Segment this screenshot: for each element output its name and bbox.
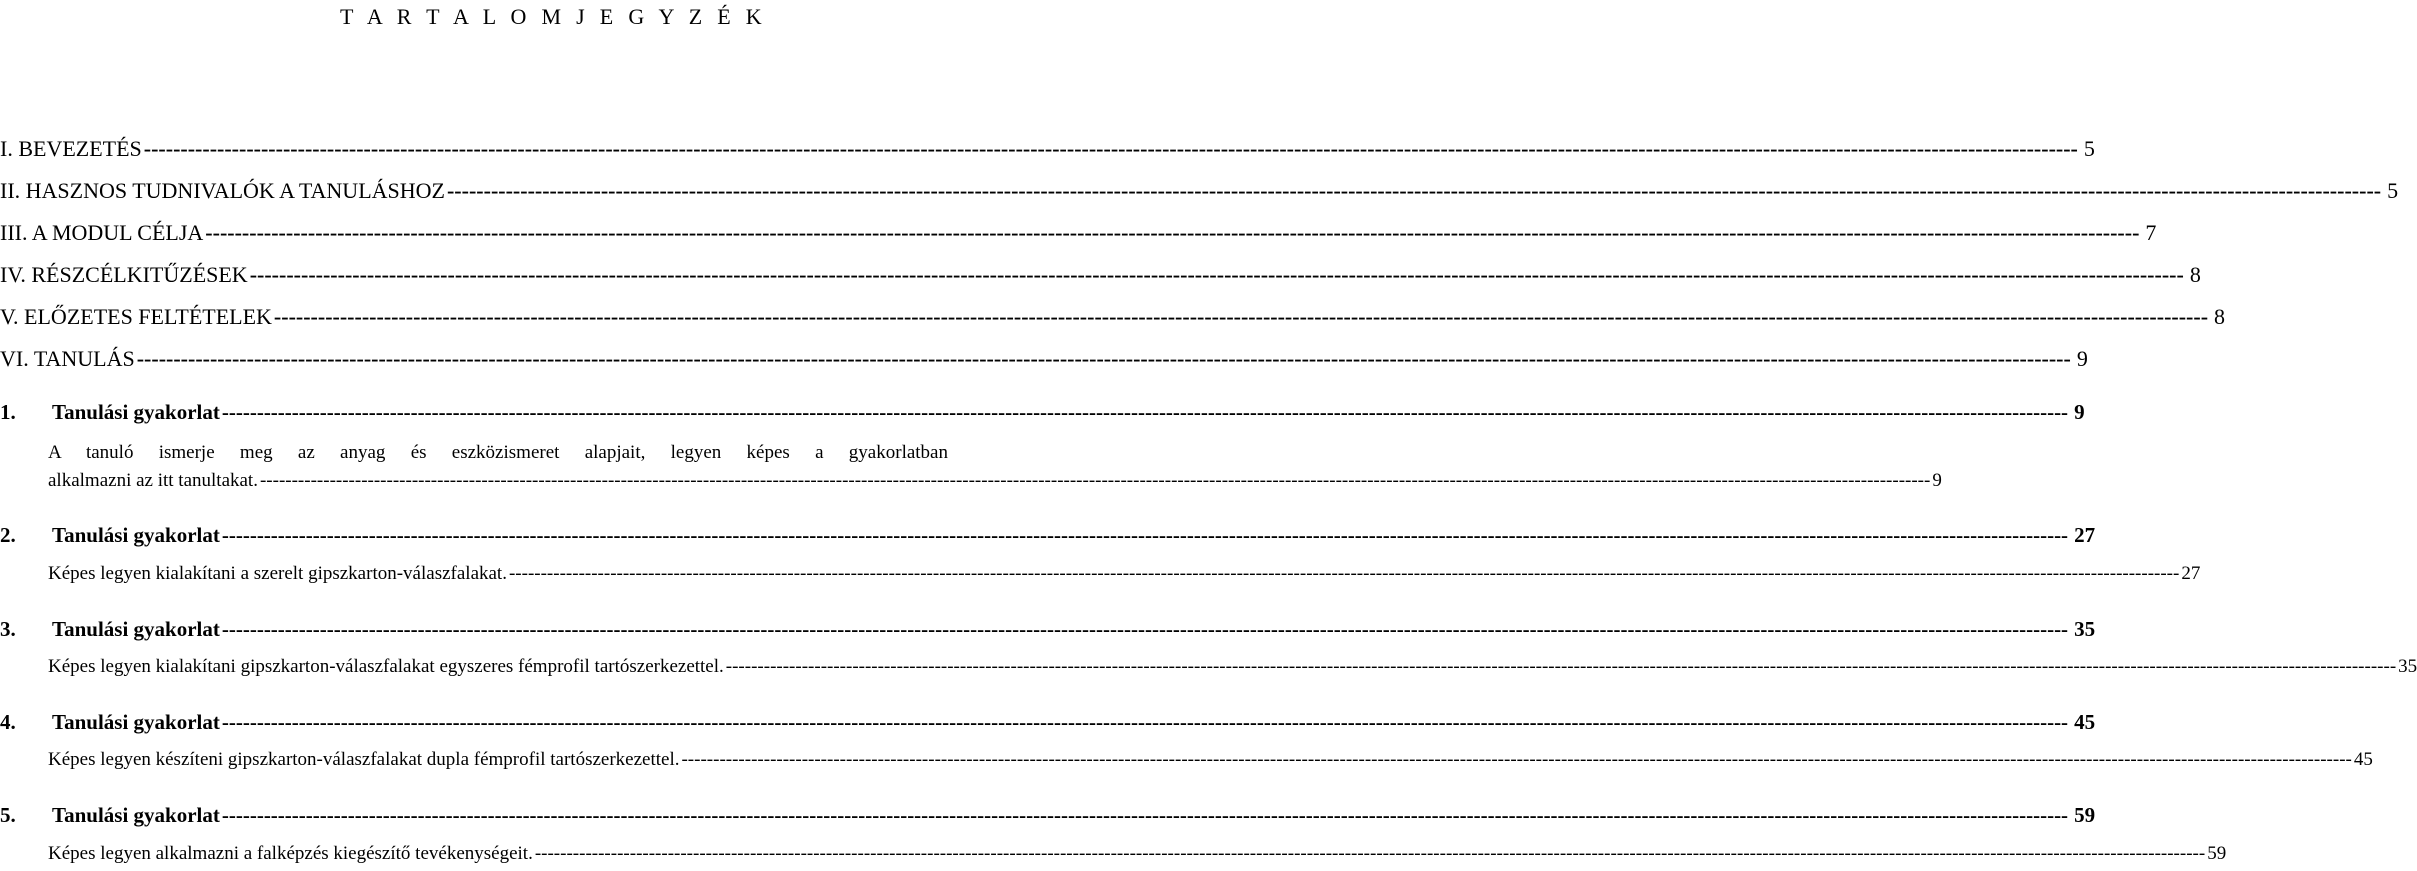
toc-entry-elozetes-feltetelek[interactable] xyxy=(0,304,2226,330)
toc-entry-label: II. HASZNOS TUDNIVALÓK A TANULÁSHOZ xyxy=(0,178,445,203)
toc-description-text: alkalmazni az itt tanultakat. xyxy=(48,470,258,491)
toc-description-page: 45 xyxy=(2353,749,2373,770)
dot-leader xyxy=(222,400,2068,425)
dot-leader xyxy=(681,749,2351,771)
toc-description-page: 59 xyxy=(2207,843,2227,864)
dot-leader xyxy=(222,523,2068,548)
toc-entry-page: 5 xyxy=(2083,136,2095,161)
toc-section-3-description[interactable] xyxy=(0,656,2417,678)
dot-leader xyxy=(205,220,2139,246)
toc-section-page: 59 xyxy=(2074,803,2096,827)
toc-section-2-description[interactable] xyxy=(0,563,2201,585)
toc-entry-tanulas[interactable] xyxy=(0,346,2088,372)
toc-section-page: 9 xyxy=(2074,400,2085,424)
toc-section-label xyxy=(0,803,220,828)
toc-section-number: 5. xyxy=(0,803,16,827)
toc-entry-page: 8 xyxy=(2189,262,2201,287)
toc-section-4-description[interactable] xyxy=(0,749,2373,771)
toc-section-page: 27 xyxy=(2074,523,2096,547)
toc-entry-hasznos-tudnivalok[interactable] xyxy=(0,178,2399,204)
dot-leader xyxy=(726,656,2396,678)
dot-leader xyxy=(222,710,2068,735)
toc-entry-page: 7 xyxy=(2145,220,2157,245)
toc-entry-page: 5 xyxy=(2387,178,2399,203)
toc-section-3[interactable] xyxy=(0,617,2096,642)
toc-description-text: Képes legyen kialakítani a szerelt gipszkarton-válaszfalakat. xyxy=(48,563,507,584)
dot-leader xyxy=(222,617,2068,642)
dot-leader xyxy=(250,262,2184,288)
toc-section-page: 45 xyxy=(2074,710,2096,734)
dot-leader xyxy=(137,346,2071,372)
toc-section-1[interactable] xyxy=(0,400,2085,425)
toc-entry-label: IV. RÉSZCÉLKITŰZÉSEK xyxy=(0,262,248,287)
dot-leader xyxy=(274,304,2208,330)
toc-section-label xyxy=(0,400,220,425)
toc-section-page: 35 xyxy=(2074,617,2096,641)
dot-leader xyxy=(260,470,1930,492)
toc-section-title: Tanulási gyakorlat xyxy=(52,523,220,547)
dot-leader xyxy=(144,136,2078,162)
dot-leader xyxy=(535,843,2205,865)
toc-section-2[interactable] xyxy=(0,523,2096,548)
toc-section-title: Tanulási gyakorlat xyxy=(52,400,220,424)
toc-description-page: 27 xyxy=(2181,563,2201,584)
toc-entry-reszcelkituzesek[interactable] xyxy=(0,262,2201,288)
toc-section-label xyxy=(0,523,220,548)
toc-section-title: Tanulási gyakorlat xyxy=(52,617,220,641)
toc-section-5-description[interactable] xyxy=(0,843,2227,865)
toc-title: T A R T A L O M J E G Y Z É K xyxy=(340,4,767,29)
toc-section-title: Tanulási gyakorlat xyxy=(52,710,220,734)
toc-entry-bevezetes[interactable] xyxy=(0,136,2095,162)
toc-description-text: Képes legyen alkalmazni a falképzés kiegészítő tevékenységeit. xyxy=(48,843,533,864)
dot-leader xyxy=(447,178,2381,204)
dot-leader xyxy=(509,563,2179,585)
toc-section-1-description-line1[interactable]: A tanuló ismerje meg az anyag és eszközismeret alapjait, legyen képes a gyakorlatban xyxy=(48,442,948,463)
toc-section-1-description[interactable] xyxy=(0,470,1942,492)
toc-section-label xyxy=(0,617,220,642)
toc-description-text: Képes legyen kialakítani gipszkarton-válaszfalakat egyszeres fémprofil tartószerkezettel. xyxy=(48,656,724,677)
toc-section-number: 4. xyxy=(0,710,16,734)
toc-entry-page: 8 xyxy=(2214,304,2226,329)
toc-section-number: 3. xyxy=(0,617,16,641)
toc-entry-label: I. BEVEZETÉS xyxy=(0,136,142,161)
toc-section-label xyxy=(0,710,220,735)
toc-entry-modul-celja[interactable] xyxy=(0,220,2157,246)
toc-description-page: 35 xyxy=(2398,656,2417,677)
toc-description-page: 9 xyxy=(1932,470,1942,491)
toc-section-number: 1. xyxy=(0,400,16,424)
toc-entry-label: V. ELŐZETES FELTÉTELEK xyxy=(0,304,272,329)
toc-section-5[interactable] xyxy=(0,803,2096,828)
toc-entry-page: 9 xyxy=(2076,346,2088,371)
dot-leader xyxy=(222,803,2068,828)
toc-section-number: 2. xyxy=(0,523,16,547)
toc-entry-label: III. A MODUL CÉLJA xyxy=(0,220,204,245)
toc-description-text: Képes legyen készíteni gipszkarton-válaszfalakat dupla fémprofil tartószerkezettel. xyxy=(48,749,680,770)
toc-section-4[interactable] xyxy=(0,710,2096,735)
toc-entry-label: VI. TANULÁS xyxy=(0,346,135,371)
toc-section-title: Tanulási gyakorlat xyxy=(52,803,220,827)
